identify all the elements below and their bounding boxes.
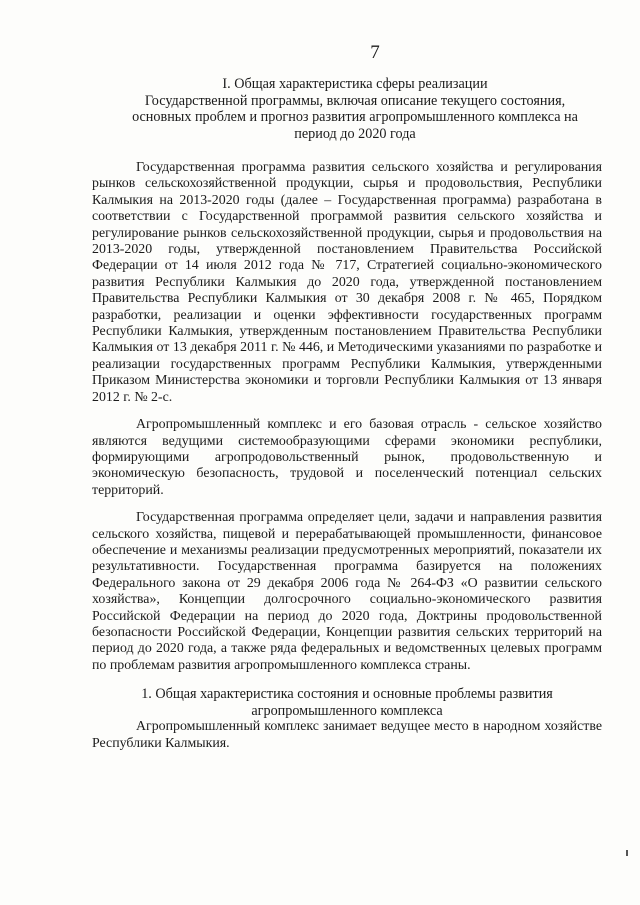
section-heading-line: Государственной программы, включая описание текущего состояния, xyxy=(144,92,566,109)
section-heading-line: основных проблем и прогноз развития агропромышленного комплекса на xyxy=(132,109,578,125)
section-heading-line: I. Общая характеристика сферы реализации xyxy=(222,76,488,92)
subsection-heading xyxy=(92,686,602,719)
paragraph-program-goals: Государственная программа определяет цели, задачи и направления развития сельского хозяйства, пищевой и перерабатывающей промышленности, финансовое обеспечение и механизмы реализации предусмотренных мероприятий, показатели их результативности. Государственная программа базируется на положениях Федерального закона от 29 декабря 2006 года № 264-ФЗ «О развитии сельского хозяйства», Концепции долгосрочного социально-экономического развития Российской Федерации на период до 2020 года, Доктрины продовольственной безопасности Российской Федерации, Концепции развития сельских территорий на период до 2020 года, а также ряда федеральных и ведомственных целевых программ по проблемам развития агропромышленного комплекса страны. xyxy=(92,510,602,673)
paragraph-agro-complex-role: Агропромышленный комплекс и его базовая отрасль - сельское хозяйство являются ведущими системообразующими сферами экономики республики, формирующими агропродовольственный рынок, продовольственную и экономическую безопасность, трудовой и поселенческий потенциал сельских территорий. xyxy=(92,417,602,498)
subsection-heading-line: агропромышленного комплекса xyxy=(251,702,443,719)
subsection-heading-line: 1. Общая характеристика состояния и основные проблемы развития xyxy=(141,686,553,703)
section-heading xyxy=(100,76,610,142)
section-heading-line: период до 2020 года xyxy=(294,125,416,142)
page-number: 7 xyxy=(370,42,380,63)
paragraph-program-basis: Государственная программа развития сельского хозяйства и регулирования рынков сельскохозяйственной продукции, сырья и продовольствия, Республики Калмыкия на 2013-2020 годы (далее – Государственная программа) разработана в соответствии с Государственной программой развития сельского хозяйства и регулирование рынков сельскохозяйственной продукции, сырья и продовольствия на 2013-2020 годы, утвержденной постановлением Правительства Российской Федерации от 14 июля 2012 года № 717, Стратегией социально-экономического развития Республики Калмыкия до 2020 года, утвержденной постановлением Правительства Республики Калмыкия от 30 декабря 2008 г. № 465, Порядком разработки, реализации и оценки эффективности государственных программ Республики Калмыкия, утвержденным постановлением Правительства Республики Калмыкия от 13 декабря 2011 г. № 446, и Методическими указаниями по разработке и реализации государственных программ Республики Калмыкия, утвержденными Приказом Министерства экономики и торговли Республики Калмыкия от 13 января 2012 г. № 2-с. xyxy=(92,160,602,405)
paragraph-agro-complex-place: Агропромышленный комплекс занимает ведущее место в народном хозяйстве Республики Калмыкия. xyxy=(92,719,602,751)
scan-edge-mark xyxy=(626,850,628,856)
document-body xyxy=(92,160,602,763)
